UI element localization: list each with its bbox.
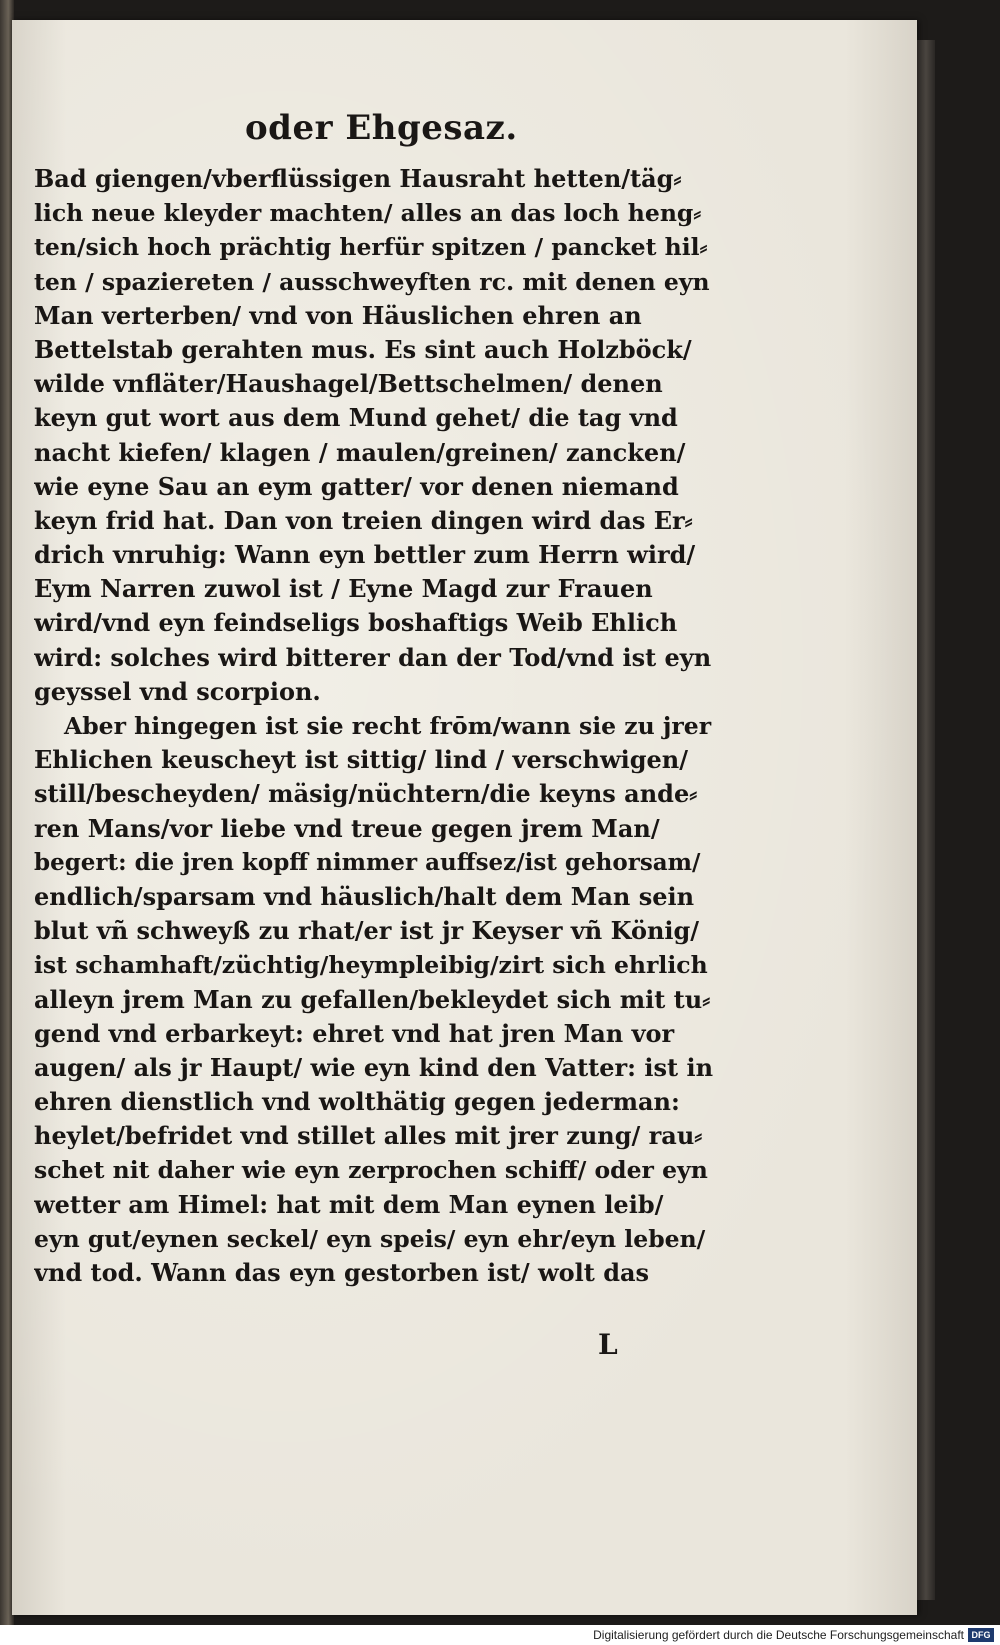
- text-line: vnd tod. Wann das eyn gestorben ist/ wolt das: [34, 1258, 650, 1287]
- text-line: Man verterben/ vnd von Häuslichen ehren an: [34, 300, 642, 330]
- text-line: ist schamhaft/züchtig/heympleibig/zirt sich ehrlich: [34, 951, 708, 980]
- text-line: ren Mans/vor liebe vnd treue gegen jrem Man/: [34, 813, 660, 843]
- page-edge: [917, 40, 935, 1600]
- text-line: blut vñ schweyß zu rhat/er ist jr Keyser vñ König/: [34, 916, 700, 946]
- signature-mark: L: [598, 1328, 618, 1361]
- text-line: drich vnruhig: Wann eyn bettler zum Herrn wird/: [34, 540, 696, 570]
- text-line: Eym Narren zuwol ist / Eyne Magd zur Frauen: [34, 574, 653, 604]
- paragraph-start-line: Aber hingegen ist sie recht frōm/wann sie zu jrer: [64, 712, 712, 740]
- text-line: ten / spaziereten / ausschweyften rc. mit denen eyn: [34, 267, 710, 296]
- text-line: Bettelstab gerahten mus. Es sint auch Holzböck/: [34, 334, 692, 364]
- body-text: [34, 162, 714, 1290]
- text-line: keyn gut wort aus dem Mund gehet/ die tag vnd: [34, 403, 678, 433]
- text-line: wie eyne Sau an eym gatter/ vor denen niemand: [34, 471, 679, 501]
- footer-credit: Digitalisierung gefördert durch die Deutsche Forschungsgemeinschaft: [593, 1628, 964, 1642]
- text-line: wilde vnfläter/Haushagel/Bettschelmen/ denen: [34, 369, 663, 399]
- text-line: gend vnd erbarkeyt: ehret vnd hat jren Man vor: [34, 1018, 675, 1048]
- text-line: alleyn jrem Man zu gefallen/bekleydet sich mit tu⸗: [34, 984, 711, 1014]
- text-line: eyn gut/eynen seckel/ eyn speis/ eyn ehr/eyn leben/: [34, 1224, 706, 1253]
- text-line: still/bescheyden/ mäsig/nüchtern/die keyns ande⸗: [34, 779, 698, 809]
- text-line: schet nit daher wie eyn zerprochen schiff/ oder eyn: [34, 1156, 708, 1185]
- text-line: augen/ als jr Haupt/ wie eyn kind den Vatter: ist in: [34, 1052, 714, 1082]
- text-line: geyssel vnd scorpion.: [34, 676, 321, 706]
- text-line: ehren dienstlich vnd wolthätig gegen jederman:: [34, 1087, 680, 1117]
- text-line: wird/vnd eyn feindseligs boshaftigs Weib Ehlich: [34, 608, 678, 638]
- running-head: oder Ehgesaz.: [245, 108, 518, 148]
- text-line: heylet/befridet vnd stillet alles mit jrer zung/ rau⸗: [34, 1121, 703, 1151]
- text-line: nacht kiefen/ klagen / maulen/greinen/ zancken/: [34, 437, 686, 467]
- text-line: begert: die jren kopff nimmer auffsez/ist gehorsam/: [34, 848, 701, 876]
- text-line: Bad giengen/vberflüssigen Hausraht hetten/täg⸗: [34, 164, 682, 193]
- text-line: Ehlichen keuscheyt ist sittig/ lind / verschwigen/: [34, 745, 688, 775]
- text-line: wetter am Himel: hat mit dem Man eynen leib/: [34, 1189, 664, 1219]
- text-line: keyn frid hat. Dan von treien dingen wird das Er⸗: [34, 505, 693, 535]
- text-line: endlich/sparsam vnd häuslich/halt dem Man sein: [34, 881, 695, 911]
- text-line: wird: solches wird bitterer dan der Tod/vnd ist eyn: [34, 642, 712, 672]
- text-line: lich neue kleyder machten/ alles an das loch heng⸗: [34, 199, 702, 228]
- footer-bar: [0, 1625, 1000, 1645]
- text-line: ten/sich hoch prächtig herfür spitzen / pancket hil⸗: [34, 233, 708, 262]
- dfg-logo: DFG: [968, 1628, 994, 1642]
